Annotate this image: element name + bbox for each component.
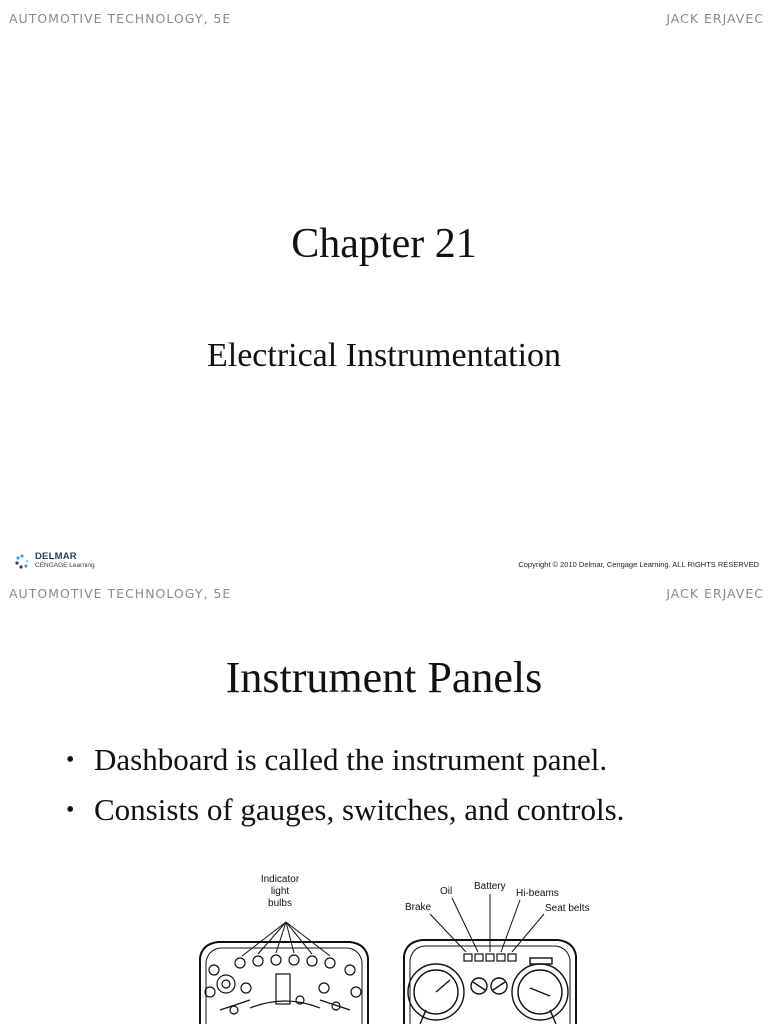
chapter-subtitle: Electrical Instrumentation [206, 337, 562, 374]
label-brake: Brake [405, 902, 432, 913]
bullet-text: Dashboard is called the instrument panel. [94, 742, 608, 777]
slide-title: Instrument Panels [225, 653, 543, 702]
slide-instrument-panels [0, 580, 768, 1024]
bullet-text: Consists of gauges, switches, and controls. [94, 792, 625, 827]
book-title-header: AUTOMOTIVE TECHNOLOGY, 5E [9, 586, 232, 601]
label-indicator-line2: light [270, 886, 290, 897]
logo-subtitle: CENGAGE Learning [35, 562, 95, 569]
label-seat-belts: Seat belts [545, 903, 590, 914]
label-battery: Battery [474, 881, 506, 892]
chapter-title: Chapter 21 [291, 221, 477, 267]
panel-front-view [404, 881, 589, 1024]
label-hi-beams: Hi-beams [516, 888, 559, 899]
instrument-panel-diagram [190, 870, 610, 1024]
bullet-item [62, 785, 624, 835]
delmar-logo-icon [14, 553, 32, 571]
bullet-icon: • [66, 797, 75, 823]
author-header: JACK ERJAVEC [666, 11, 764, 26]
label-indicator-line3: bulbs [268, 898, 292, 909]
label-oil: Oil [440, 886, 453, 897]
bullet-item [62, 735, 624, 785]
label-indicator-line1: Indicator [260, 874, 300, 885]
bullet-icon: • [66, 747, 75, 773]
panel-back-view [200, 874, 368, 1024]
copyright-notice: Copyright © 2010 Delmar, Cengage Learning. ALL RIGHTS RESERVED [518, 560, 759, 569]
bullet-list [62, 735, 624, 835]
logo-name: DELMAR [35, 551, 77, 562]
book-title-header: AUTOMOTIVE TECHNOLOGY, 5E [9, 11, 232, 26]
author-header: JACK ERJAVEC [666, 586, 764, 601]
delmar-logo [14, 553, 124, 573]
